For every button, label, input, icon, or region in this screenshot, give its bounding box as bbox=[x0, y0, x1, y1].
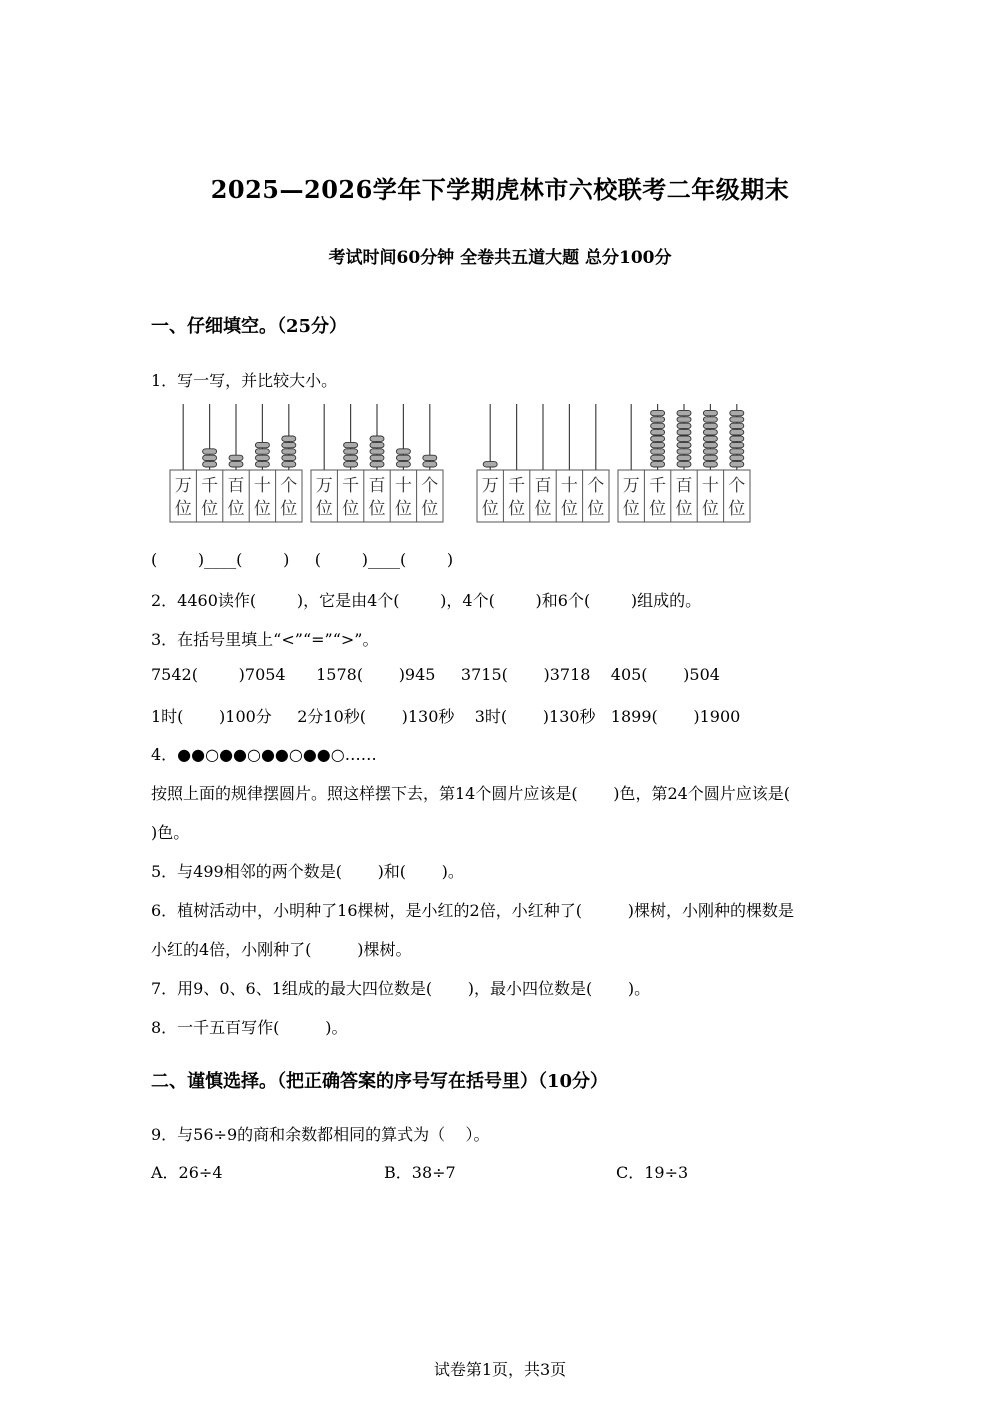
abacus-bead bbox=[282, 449, 296, 454]
abacus-bead bbox=[651, 430, 665, 435]
abacus-bead bbox=[651, 455, 665, 460]
abacus-figures bbox=[166, 402, 766, 531]
abacus-bead bbox=[677, 417, 691, 422]
place-label: 位 bbox=[253, 499, 271, 519]
abacus-bead bbox=[677, 423, 691, 428]
abacus-bead bbox=[423, 455, 437, 460]
place-label: 万 bbox=[315, 476, 333, 496]
place-label: 个 bbox=[280, 476, 298, 496]
place-label: 位 bbox=[201, 499, 219, 519]
abacus-bead bbox=[730, 455, 744, 460]
abacus-bead bbox=[703, 436, 717, 441]
place-label: 百 bbox=[227, 476, 245, 496]
abacus-bead bbox=[229, 462, 243, 467]
abacus-bead bbox=[370, 449, 384, 454]
abacus-bead bbox=[344, 462, 358, 467]
place-label: 位 bbox=[280, 499, 298, 519]
question-4-text: 按照上面的规律摆圆片。照这样摆下去，第14个圆片应该是( )色，第24个圆片应该是( bbox=[151, 784, 791, 803]
abacus-bead bbox=[703, 430, 717, 435]
abacus-bead bbox=[282, 436, 296, 441]
abacus-bead bbox=[677, 449, 691, 454]
abacus-bead bbox=[730, 417, 744, 422]
abacus-bead bbox=[203, 449, 217, 454]
page-title: 2025—2026学年下学期虎林市六校联考二年级期末 bbox=[210, 175, 790, 204]
abacus-bead bbox=[370, 455, 384, 460]
place-label: 个 bbox=[728, 476, 746, 496]
question-9: 9．与56÷9的商和余数都相同的算式为（ ）。 bbox=[151, 1125, 490, 1144]
place-label: 十 bbox=[394, 476, 412, 496]
place-label: 个 bbox=[587, 476, 605, 496]
place-label: 十 bbox=[701, 476, 719, 496]
abacus-bead bbox=[229, 455, 243, 460]
page-footer: 试卷第1页，共3页 bbox=[433, 1360, 567, 1379]
place-label: 位 bbox=[675, 499, 693, 519]
abacus-bead bbox=[396, 449, 410, 454]
place-label: 位 bbox=[421, 499, 439, 519]
place-label: 百 bbox=[534, 476, 552, 496]
place-label: 位 bbox=[508, 499, 526, 519]
abacus-bead bbox=[282, 462, 296, 467]
abacus-bead bbox=[651, 442, 665, 447]
place-label: 位 bbox=[227, 499, 245, 519]
place-label: 万 bbox=[481, 476, 499, 496]
place-label: 个 bbox=[421, 476, 439, 496]
abacus-bead bbox=[703, 455, 717, 460]
place-label: 十 bbox=[253, 476, 271, 496]
section-2-heading: 二、谨慎选择。（把正确答案的序号写在括号里）（10分） bbox=[151, 1071, 609, 1092]
abacus-bead bbox=[423, 462, 437, 467]
place-label: 十 bbox=[560, 476, 578, 496]
place-label: 千 bbox=[649, 476, 667, 496]
place-label: 位 bbox=[728, 499, 746, 519]
place-label: 位 bbox=[534, 499, 552, 519]
abacus-bead bbox=[370, 436, 384, 441]
question-3-row-1: 7542( )7054 1578( )945 3715( )3718 405( )504 bbox=[151, 665, 720, 684]
abacus-bead bbox=[651, 462, 665, 467]
abacus-bead bbox=[677, 462, 691, 467]
place-label: 百 bbox=[675, 476, 693, 496]
abacus-bead bbox=[703, 442, 717, 447]
question-4-text-cont: )色。 bbox=[151, 823, 190, 842]
place-label: 位 bbox=[649, 499, 667, 519]
question-6: 6．植树活动中，小明种了16棵树，是小红的2倍，小红种了( )棵树，小刚种的棵数是 bbox=[151, 901, 794, 920]
abacus-bead bbox=[651, 423, 665, 428]
abacus-bead bbox=[703, 417, 717, 422]
abacus-bead bbox=[255, 442, 269, 447]
abacus-bead bbox=[370, 442, 384, 447]
abacus-bead bbox=[203, 462, 217, 467]
abacus-bead bbox=[703, 423, 717, 428]
abacus-bead bbox=[703, 410, 717, 415]
abacus-bead bbox=[730, 449, 744, 454]
place-label: 千 bbox=[342, 476, 360, 496]
abacus-bead bbox=[703, 449, 717, 454]
abacus-bead bbox=[255, 462, 269, 467]
abacus-bead bbox=[203, 455, 217, 460]
abacus-bead bbox=[677, 430, 691, 435]
place-label: 位 bbox=[560, 499, 578, 519]
place-label: 位 bbox=[622, 499, 640, 519]
place-label: 位 bbox=[368, 499, 386, 519]
place-label: 位 bbox=[701, 499, 719, 519]
question-3: 3．在括号里填上“<”“=”“>”。 bbox=[151, 630, 379, 649]
abacus-bead bbox=[677, 436, 691, 441]
abacus-bead bbox=[730, 436, 744, 441]
abacus-bead bbox=[344, 442, 358, 447]
abacus-bead bbox=[651, 410, 665, 415]
place-label: 位 bbox=[174, 499, 192, 519]
place-label: 位 bbox=[481, 499, 499, 519]
place-label: 万 bbox=[622, 476, 640, 496]
abacus-bead bbox=[730, 423, 744, 428]
abacus-bead bbox=[651, 449, 665, 454]
abacus-bead bbox=[396, 455, 410, 460]
exam-info: 考试时间60分钟 全卷共五道大题 总分100分 bbox=[328, 248, 672, 268]
abacus-bead bbox=[344, 455, 358, 460]
option-b[interactable]: B．38÷7 bbox=[384, 1163, 456, 1182]
abacus-group bbox=[166, 402, 766, 527]
place-label: 千 bbox=[201, 476, 219, 496]
abacus-bead bbox=[651, 417, 665, 422]
place-label: 位 bbox=[315, 499, 333, 519]
abacus-bead bbox=[483, 462, 497, 467]
abacus-bead bbox=[255, 449, 269, 454]
abacus-bead bbox=[677, 442, 691, 447]
abacus-bead bbox=[370, 462, 384, 467]
place-label: 万 bbox=[174, 476, 192, 496]
abacus-bead bbox=[677, 455, 691, 460]
question-8: 8．一千五百写作( )。 bbox=[151, 1018, 348, 1037]
question-2: 2．4460读作( )，它是由4个( )，4个( )和6个( )组成的。 bbox=[151, 591, 702, 610]
place-label: 千 bbox=[508, 476, 526, 496]
abacus-bead bbox=[282, 442, 296, 447]
abacus-bead bbox=[703, 462, 717, 467]
question-6-cont: 小红的4倍，小刚种了( )棵树。 bbox=[151, 940, 412, 959]
abacus-bead bbox=[651, 436, 665, 441]
place-label: 位 bbox=[394, 499, 412, 519]
abacus-bead bbox=[344, 449, 358, 454]
option-a[interactable]: A．26÷4 bbox=[151, 1163, 223, 1182]
question-1: 1．写一写，并比较大小。 bbox=[151, 371, 338, 390]
option-c[interactable]: C．19÷3 bbox=[616, 1163, 689, 1182]
section-1-heading: 一、仔细填空。（25分） bbox=[151, 316, 348, 337]
abacus-bead bbox=[396, 462, 410, 467]
place-label: 位 bbox=[587, 499, 605, 519]
question-7: 7．用9、0、6、1组成的最大四位数是( )，最小四位数是( )。 bbox=[151, 979, 651, 998]
question-3-row-2: 1时( )100分 2分10秒( )130秒 3时( )130秒 1899( )1900 bbox=[151, 707, 741, 726]
question-1-answer-blanks[interactable]: ( )____( ) ( )____( ) bbox=[151, 550, 454, 569]
place-label: 位 bbox=[342, 499, 360, 519]
abacus-bead bbox=[282, 455, 296, 460]
abacus-bead bbox=[730, 442, 744, 447]
place-label: 百 bbox=[368, 476, 386, 496]
abacus-bead bbox=[255, 455, 269, 460]
question-4-pattern: 4．●●○●●○●●○●●○…… bbox=[151, 745, 377, 764]
abacus-bead bbox=[677, 410, 691, 415]
question-5: 5．与499相邻的两个数是( )和( )。 bbox=[151, 862, 464, 881]
abacus-bead bbox=[730, 430, 744, 435]
abacus-bead bbox=[730, 410, 744, 415]
abacus-bead bbox=[730, 462, 744, 467]
